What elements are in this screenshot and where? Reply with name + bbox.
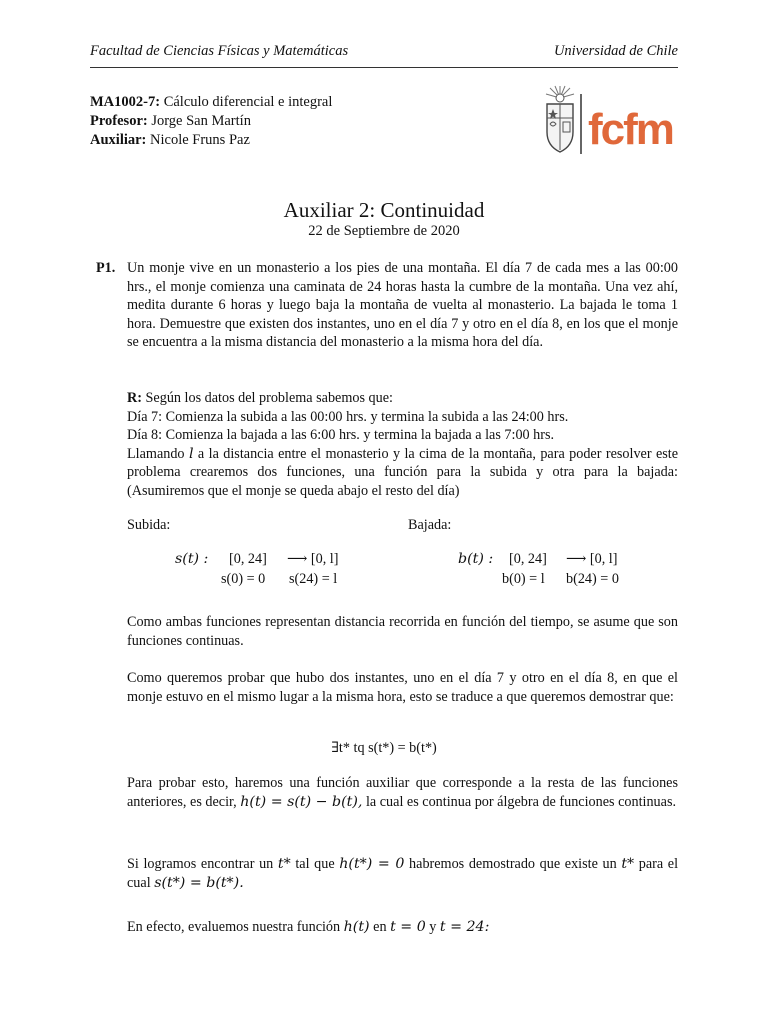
s-domain: [0, 24]: [229, 551, 267, 567]
course-info: [90, 93, 332, 150]
b-codomain: ⟶ [0, l]: [566, 551, 618, 567]
auxiliar-label: Auxiliar:: [90, 132, 147, 148]
s-function: s(t) :: [175, 551, 209, 567]
goal-paragraph: Como queremos probar que hubo dos instantes, uno en el día 7 y otro en el día 8, en que el monje estuvo en el mismo lugar a la misma hora, esto se traduce a que queremos demostrar que:: [127, 670, 678, 705]
header-divider: [90, 67, 678, 68]
day7-line: Día 7: Comienza la subida a las 00:00 hrs. y termina la subida a las 24:00 hrs.: [127, 408, 569, 425]
university-name: Universidad de Chile: [553, 43, 678, 59]
fcfm-logo: [540, 84, 680, 160]
day8-line: Día 8: Comienza la bajada a las 6:00 hrs. y termina la bajada a las 7:00 hrs.: [127, 427, 555, 444]
problem-label: P1.: [96, 260, 116, 276]
answer-label: R:: [127, 390, 142, 406]
s-initial-condition: s(0) = 0: [221, 571, 266, 587]
auxiliary-function-paragraph: Para probar esto, haremos una función auxiliar que corresponde a la resta de las funciones anteriores, es decir, h(t) = s(t) − b(t), la cual es continua por álgebra de funciones continuas.: [127, 775, 678, 810]
answer-intro: Según los datos del problema sabemos que:: [145, 390, 393, 406]
svg-text:fcfm: fcfm: [588, 105, 673, 154]
document-title: Auxiliar 2: Continuidad: [283, 198, 485, 222]
professor-label: Profesor:: [90, 113, 148, 129]
bajada-label: Bajada:: [408, 517, 452, 533]
s-codomain: ⟶ [0, l]: [287, 551, 339, 567]
evaluation-paragraph: En efecto, evaluemos nuestra función h(t) en t = 0 y t = 24:: [127, 919, 490, 935]
problem-statement: Un monje vive en un monasterio a los pies de una montaña. El día 7 de cada mes a las 00:00 hrs., el monje comienza una caminata de 24 horas hasta la cumbre de la montaña. Una vez ahí, medita durante 6 horas y luego baja la montaña de vuelta al monasterio. La bajada le toma 1 hora. Demuestre que existen dos instantes, uno en el día 7 y otro en el día 8, en los que el monje se encuentra a la misma distancia del monasterio a la misma hora del día.: [127, 260, 678, 351]
university-crest-icon: [540, 84, 680, 160]
root-paragraph: Si logramos encontrar un t* tal que h(t*) = 0 habremos demostrado que existe un t* para el cual s(t*) = b(t*).: [127, 856, 679, 891]
continuity-paragraph: Como ambas funciones representan distancia recorrida en función del tiempo, se asume que son funciones continuas.: [127, 614, 678, 649]
llamando-paragraph: Llamando l a la distancia entre el monasterio y la cima de la montaña, para poder resolver este problema crearemos dos funciones, una función para la subida y otra para la bajada: (Asumiremos que el monje se queda abajo el resto del día): [127, 445, 679, 499]
b-final-condition: b(24) = 0: [566, 571, 619, 587]
course-name: Cálculo diferencial e integral: [163, 94, 333, 110]
answer-section: [127, 389, 678, 501]
b-function: b(t) :: [458, 551, 494, 567]
page-header: [90, 42, 678, 62]
subida-label: Subida:: [127, 517, 171, 533]
b-initial-condition: b(0) = l: [502, 571, 545, 587]
professor-name: Jorge San Martín: [151, 113, 251, 129]
auxiliar-name: Nicole Fruns Paz: [150, 132, 250, 148]
b-domain: [0, 24]: [509, 551, 547, 567]
s-final-condition: s(24) = l: [289, 571, 338, 587]
document-date: 22 de Septiembre de 2020: [308, 223, 460, 239]
course-code-label: MA1002-7:: [90, 94, 161, 110]
faculty-name: Facultad de Ciencias Físicas y Matemáticas: [90, 43, 349, 59]
display-equation: ∃t* tq s(t*) = b(t*): [331, 740, 437, 756]
